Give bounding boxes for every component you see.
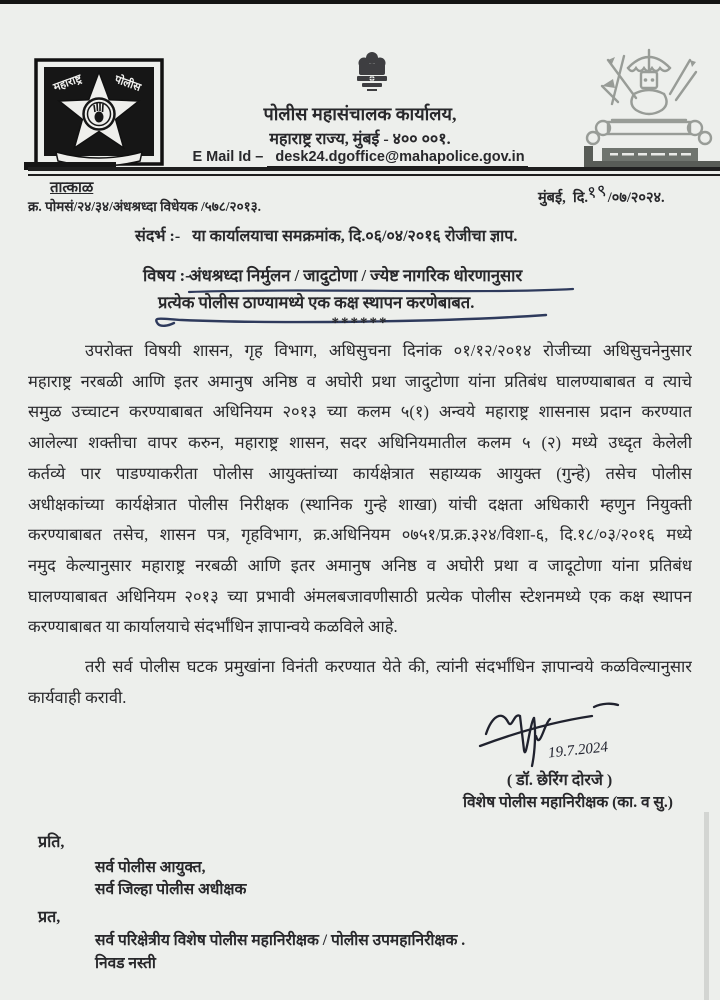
body-line: करण्याबाबत या कार्यालयाचे संदर्भांधिन ज्ञापान्वये कळविले आहे. (28, 617, 398, 637)
body-line: आलेल्या शक्तीचा वापर करुन, महाराष्ट्र शासन, सदर अधिनियमातील कलम ५ (२) मध्ये उध्दृत केलेली (28, 433, 692, 453)
scan-edge-artifact (0, 0, 720, 4)
emblem-label-right: पोलीस (112, 73, 143, 95)
body-line: समुळ उच्चाटन करण्याबाबत अधिनियम २०१३ च्या कलम ५(१) अन्वये महाराष्ट्र शासनास प्रदान करण्यात (28, 402, 692, 422)
place-label: मुंबई, (538, 190, 566, 206)
handwritten-day: १९ (586, 180, 609, 203)
subject-line-2: प्रत्येक पोलीस ठाण्यामध्ये एक कक्ष स्थापन करणेबाबत. (158, 293, 475, 312)
email-address: desk24.dgoffice@mahapolice.gov.in (267, 149, 527, 168)
signature-icon (472, 692, 644, 774)
reference-number: क्र. पोमसं/२४/३४/अंधश्रध्दा विधेयक /५७८/२०१३. (28, 199, 261, 214)
signatory-designation: विशेष पोलीस महानिरीक्षक (का. व सु.) (463, 794, 673, 811)
office-name: पोलीस महासंचालक कार्यालय, (263, 104, 457, 124)
ashoka-lion-capital-icon (352, 48, 392, 100)
reference-label: संदर्भ :- (135, 228, 181, 245)
to-label: प्रति, (38, 834, 65, 851)
urgency-label: तात्काळ (50, 180, 94, 196)
subject-label: विषय :- (143, 266, 191, 285)
body-line: कार्यवाही करावी. (28, 687, 127, 707)
scan-edge-artifact (704, 812, 709, 1000)
to-recipient: सर्व पोलीस आयुक्त, (95, 859, 206, 876)
date-rest: /०७/२०२४. (607, 190, 665, 206)
body-line: महाराष्ट्र नरबळी आणि इतर अमानुष अनिष्ठ व अघोरी प्रथा जादुटोणा यांना प्रतिबंध घालण्याबाबत व त्याचे (28, 371, 692, 391)
body-line: नमुद केल्यानुसार महाराष्ट्र नरबळी आणि इतर अमानुष अनिष्ठ व अघोरी प्रथा व जादूटोणा यांना प्रतिबंध (28, 555, 692, 575)
body-line: घालण्याबाबत अधिनियम २०१३ च्या प्रभावी अंमलबजावणीसाठी प्रत्येक पोलीस स्टेशनमध्ये एक कक्ष स्थापन (28, 586, 692, 606)
to-recipient: सर्व जिल्हा पोलीस अधीक्षक (95, 881, 247, 898)
office-address: महाराष्ट्र राज्य, मुंबई - ४०० ००१. (269, 131, 451, 148)
place-date-line (538, 180, 665, 207)
body-line: अधीक्षकांच्या कार्यक्षेत्रात पोलीस निरीक्षक (स्थानिक गुन्हे शाखा) यांची दक्षता अधिकारी म्हणुन नियुक्ती (28, 494, 692, 514)
hand-underline-1 (185, 286, 577, 296)
signature-date: 19.7.2024 (547, 739, 609, 762)
reference-line (135, 224, 517, 246)
email-row (140, 149, 580, 165)
header-divider (28, 167, 720, 176)
signatory-name: ( डॉ. छेरिंग दोरजे ) (506, 772, 613, 789)
body-line: तरी सर्व पोलीस घटक प्रमुखांना विनंती करण्यात येते की, त्यांनी संदर्भांधिन ज्ञापान्वये कळविल्यानुसार (85, 657, 692, 676)
body-paragraph-1 (28, 336, 692, 643)
reference-text: या कार्यालयाचा समक्रमांक, दि.०६/०४/२०१६ रोजीचा ज्ञाप. (192, 228, 518, 245)
separator-asterisks: ****** (331, 315, 389, 331)
subject-line-1: अंधश्रध्दा निर्मुलन / जादुटोणा / ज्येष्ट नागरिक धोरणानुसार (189, 266, 523, 285)
royal-seal-stamp-icon (578, 42, 720, 174)
emblem-label-left: महाराष्ट्र (51, 72, 84, 94)
copy-recipient: निवड नस्ती (95, 955, 156, 972)
body-line: कर्तव्ये पार पाडण्याकरीता पोलीस आयुक्तांच्या कार्यक्षेत्रात सहाय्यक आयुक्त (गुन्हे) तसेच पोलीस (28, 463, 692, 483)
date-label: दि. (572, 190, 589, 206)
body-line: करण्याबाबत तसेच, शासन पत्र, गृहविभाग, क्र.अधिनियम ०७५१/प्र.क्र.३२४/विशा-६, दि.१८/०३/२०१६ मध्ये (28, 525, 692, 545)
copy-recipient: सर्व परिक्षेत्रीय विशेष पोलीस महानिरीक्षक / पोलीस उपमहानिरीक्षक . (95, 932, 466, 949)
email-label: E Mail Id – (192, 149, 264, 165)
body-line: उपरोक्त विषयी शासन, गृह विभाग, अधिसुचना दिनांक ०१/१२/२०१४ रोजीच्या अधिसुचनेनुसार (85, 341, 692, 360)
copy-label: प्रत, (38, 909, 61, 926)
